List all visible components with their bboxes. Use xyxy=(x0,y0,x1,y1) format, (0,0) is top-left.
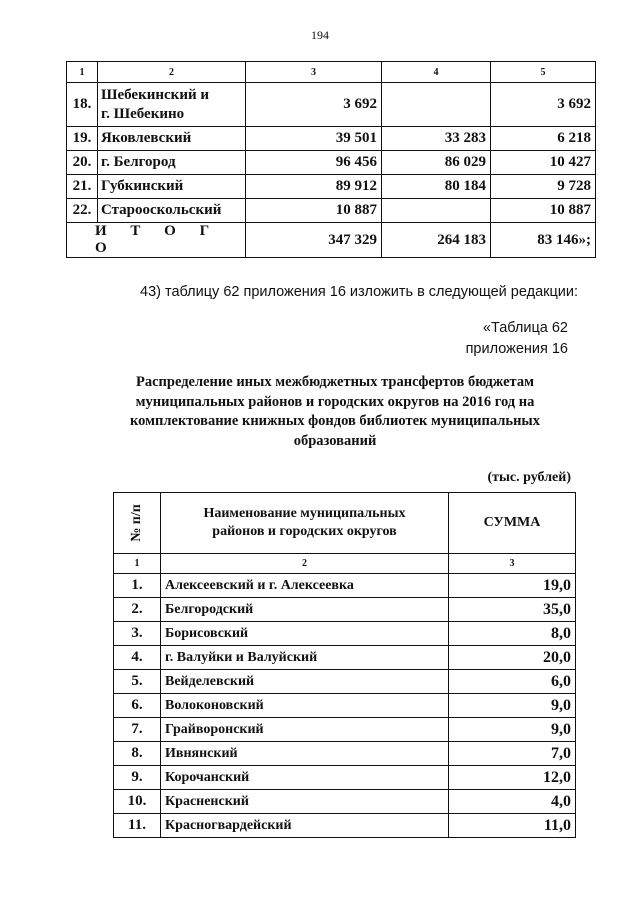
district-name: Губкинский xyxy=(98,175,246,199)
total-label: И Т О Г О xyxy=(67,223,246,258)
value-cell xyxy=(382,83,491,127)
page-number: 194 xyxy=(311,28,329,42)
row-number: 2. xyxy=(114,598,161,622)
value-cell: 3 692 xyxy=(246,83,382,127)
value-cell: 39 501 xyxy=(246,127,382,151)
row-number: 5. xyxy=(114,670,161,694)
amount-cell: 19,0 xyxy=(449,574,576,598)
district-name: Ивнянский xyxy=(161,742,449,766)
district-name: Красненский xyxy=(161,790,449,814)
header-row xyxy=(114,493,576,554)
table-row xyxy=(114,718,576,742)
column-number-row xyxy=(114,554,576,574)
document-title xyxy=(100,373,570,451)
row-number: 7. xyxy=(114,718,161,742)
table-row xyxy=(114,598,576,622)
row-number: 6. xyxy=(114,694,161,718)
value-cell: 10 887 xyxy=(246,199,382,223)
row-number: 10. xyxy=(114,790,161,814)
total-value: 347 329 xyxy=(246,223,382,258)
amount-cell: 8,0 xyxy=(449,622,576,646)
value-cell: 3 692 xyxy=(491,83,596,127)
amount-cell: 4,0 xyxy=(449,790,576,814)
table-row xyxy=(67,83,596,127)
row-number: 4. xyxy=(114,646,161,670)
row-number: 21. xyxy=(67,175,98,199)
col-number: 4 xyxy=(382,62,491,83)
row-number: 19. xyxy=(67,127,98,151)
table-row xyxy=(67,151,596,175)
district-name: г. Белгород xyxy=(98,151,246,175)
value-cell: 6 218 xyxy=(491,127,596,151)
row-number: 18. xyxy=(67,83,98,127)
title-line: муниципальных районов и городских округов на 2016 год на xyxy=(135,393,535,410)
amount-cell: 6,0 xyxy=(449,670,576,694)
amount-cell: 11,0 xyxy=(449,814,576,838)
value-cell: 9 728 xyxy=(491,175,596,199)
district-name: Яковлевский xyxy=(98,127,246,151)
district-name: Алексеевский и г. Алексеевка xyxy=(161,574,449,598)
value-cell: 33 283 xyxy=(382,127,491,151)
title-line: Распределение иных межбюджетных трансфертов бюджетам xyxy=(136,374,534,390)
table-row xyxy=(114,670,576,694)
total-row xyxy=(67,223,596,258)
table-row xyxy=(114,790,576,814)
amount-cell: 20,0 xyxy=(449,646,576,670)
header-sum: СУММА xyxy=(449,493,576,554)
row-number: 20. xyxy=(67,151,98,175)
table-row xyxy=(114,742,576,766)
header-name-line: Наименование муниципальных xyxy=(203,506,406,521)
table-row xyxy=(114,766,576,790)
column-number-row xyxy=(67,62,596,83)
header-name xyxy=(161,493,449,554)
amendment-text: 43) таблицу 62 приложения 16 изложить в следующей редакции: xyxy=(140,284,579,300)
row-number: 11. xyxy=(114,814,161,838)
title-line: образований xyxy=(293,432,377,449)
value-cell: 89 912 xyxy=(246,175,382,199)
district-name: Волоконовский xyxy=(161,694,449,718)
total-value: 264 183 xyxy=(382,223,491,258)
district-name: Белгородский xyxy=(161,598,449,622)
value-cell: 96 456 xyxy=(246,151,382,175)
col-number: 1 xyxy=(114,554,161,574)
amount-cell: 35,0 xyxy=(449,598,576,622)
table-row xyxy=(67,175,596,199)
col-number: 2 xyxy=(98,62,246,83)
district-name xyxy=(98,83,246,127)
table-row xyxy=(114,814,576,838)
col-number: 3 xyxy=(449,554,576,574)
district-name: Грайворонский xyxy=(161,718,449,742)
district-name: Борисовский xyxy=(161,622,449,646)
row-number: 3. xyxy=(114,622,161,646)
value-cell: 10 427 xyxy=(491,151,596,175)
table-reference-line: «Таблица 62 xyxy=(482,320,568,336)
district-name: г. Валуйки и Валуйский xyxy=(161,646,449,670)
table-row xyxy=(114,574,576,598)
table-reference-line: приложения 16 xyxy=(465,341,568,357)
row-number: 9. xyxy=(114,766,161,790)
table-row xyxy=(67,127,596,151)
value-cell: 80 184 xyxy=(382,175,491,199)
transfers-table xyxy=(113,492,576,838)
district-name-line: г. Шебекино xyxy=(101,105,185,122)
amount-cell: 12,0 xyxy=(449,766,576,790)
district-name: Красногвардейский xyxy=(161,814,449,838)
header-num-text: № п/п xyxy=(129,504,144,542)
col-number: 1 xyxy=(67,62,98,83)
table-row xyxy=(114,694,576,718)
col-number: 2 xyxy=(161,554,449,574)
total-value: 83 146»; xyxy=(491,223,596,258)
title-line: комплектование книжных фондов библиотек муниципальных xyxy=(130,413,540,429)
units-label: (тыс. рублей) xyxy=(487,470,571,485)
table-row xyxy=(67,199,596,223)
district-name: Вейделевский xyxy=(161,670,449,694)
table-row xyxy=(114,622,576,646)
amount-cell: 9,0 xyxy=(449,718,576,742)
value-cell: 10 887 xyxy=(491,199,596,223)
value-cell xyxy=(382,199,491,223)
row-number: 1. xyxy=(114,574,161,598)
amount-cell: 7,0 xyxy=(449,742,576,766)
value-cell: 86 029 xyxy=(382,151,491,175)
amount-cell: 9,0 xyxy=(449,694,576,718)
district-name: Старооскольский xyxy=(98,199,246,223)
col-number: 5 xyxy=(491,62,596,83)
col-number: 3 xyxy=(246,62,382,83)
table-row xyxy=(114,646,576,670)
row-number: 8. xyxy=(114,742,161,766)
table-reference xyxy=(466,318,568,360)
header-num xyxy=(114,493,161,554)
row-number: 22. xyxy=(67,199,98,223)
district-name-line: Шебекинский и xyxy=(101,86,209,103)
budget-table-continuation xyxy=(66,61,596,258)
header-name-line: районов и городских округов xyxy=(212,524,397,539)
district-name: Корочанский xyxy=(161,766,449,790)
